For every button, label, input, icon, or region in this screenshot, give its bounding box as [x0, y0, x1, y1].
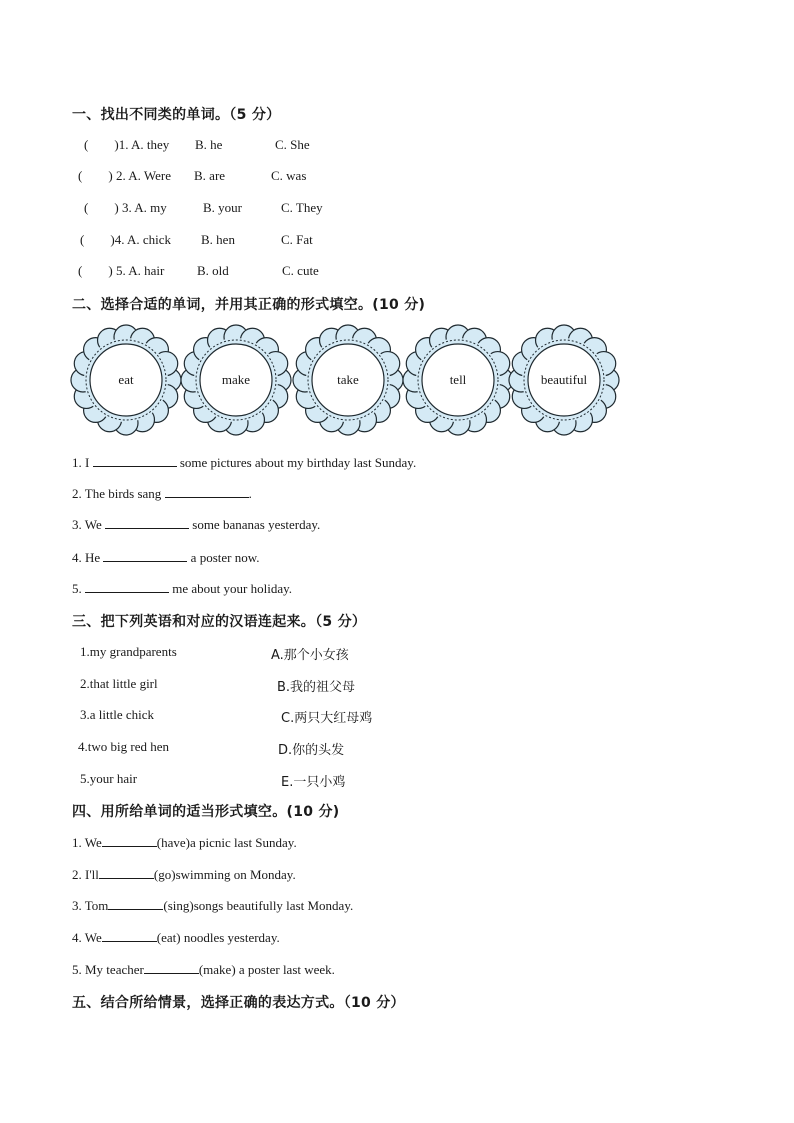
s2-question-5 [72, 580, 292, 597]
s4-question-1 [72, 834, 297, 851]
section-2-title: 二、选择合适的单词，并用其正确的形式填空。(10 分) [72, 297, 426, 313]
question-text: . [248, 486, 252, 501]
close-paren: ) [108, 168, 113, 183]
word-bank-word: make [221, 372, 251, 387]
open-paren: ( [84, 137, 89, 152]
fill-blank[interactable] [93, 454, 177, 467]
s1-question-1 [84, 137, 310, 153]
match-left-4[interactable]: 4.two big red hen [78, 739, 169, 754]
option-a: A. they [130, 137, 170, 152]
option-b: B. are [194, 168, 226, 183]
option-a: A. chick [126, 232, 172, 247]
close-paren: ) [110, 232, 115, 247]
s2-question-2 [72, 485, 252, 502]
question-number: 1. [118, 137, 129, 152]
question-text: 4. He [72, 550, 104, 565]
close-paren: ) [114, 137, 119, 152]
match-left-1[interactable]: 1.my grandparents [80, 644, 177, 659]
question-text: 2. The birds sang [72, 486, 165, 501]
fill-blank[interactable] [108, 897, 163, 910]
match-left-3[interactable]: 3.a little chick [80, 707, 155, 722]
close-paren: ) [108, 263, 113, 278]
open-paren: ( [84, 200, 89, 215]
option-c: C. They [281, 200, 323, 215]
flower-word-card [508, 324, 620, 436]
match-right-a[interactable]: A.那个小女孩 [271, 648, 349, 663]
question-text: (go)swimming on Monday. [153, 867, 296, 882]
option-b: B. he [195, 137, 223, 152]
option-b: B. your [203, 200, 242, 215]
option-c: C. She [275, 137, 310, 152]
section-5-title: 五、结合所给情景，选择正确的表达方式。（10 分） [72, 995, 405, 1011]
word-bank-word: eat [118, 372, 134, 387]
s1-question-4 [80, 232, 313, 248]
question-number: 5. [115, 263, 126, 278]
question-text: me about your holiday. [169, 581, 292, 596]
fill-blank[interactable] [144, 961, 199, 974]
word-bank-word: tell [449, 372, 467, 387]
option-c: C. Fat [281, 232, 313, 247]
fill-blank[interactable] [85, 580, 169, 593]
question-number: 2. [115, 168, 126, 183]
question-text: 3. Tom [72, 898, 109, 913]
open-paren: ( [78, 168, 83, 183]
close-paren: ) [114, 200, 119, 215]
match-right-c[interactable]: C.两只大红母鸡 [281, 711, 373, 726]
flower-word-card [180, 324, 292, 436]
question-text: 5. My teacher [72, 962, 144, 977]
question-text: (have)a picnic last Sunday. [156, 835, 297, 850]
fill-blank[interactable] [102, 834, 157, 847]
option-c: C. cute [282, 263, 319, 278]
option-b: B. old [197, 263, 229, 278]
question-text: (sing)songs beautifully last Monday. [163, 898, 354, 913]
fill-blank[interactable] [102, 929, 157, 942]
fill-blank[interactable] [99, 866, 154, 879]
question-text: 2. I'll [72, 867, 99, 882]
s4-question-5 [72, 961, 335, 978]
flower-word-card [292, 324, 404, 436]
section-1-title: 一、找出不同类的单词。（5 分） [72, 107, 281, 123]
s1-question-5 [78, 263, 319, 279]
option-a: A. Were [128, 168, 171, 183]
word-bank-word: take [337, 372, 359, 387]
option-a: A. my [134, 200, 167, 215]
question-text: (eat) noodles yesterday. [156, 930, 280, 945]
match-right-d[interactable]: D.你的头发 [278, 743, 345, 758]
question-text: a poster now. [187, 550, 260, 565]
question-text: some pictures about my birthday last Sunday. [176, 455, 417, 470]
open-paren: ( [78, 263, 83, 278]
question-text: 4. We [72, 930, 102, 945]
match-right-e[interactable]: E.一只小鸡 [281, 775, 346, 790]
s4-question-3 [72, 897, 353, 914]
question-number: 4. [114, 232, 125, 247]
question-number: 3. [121, 200, 132, 215]
word-bank [70, 324, 630, 436]
match-left-2[interactable]: 2.that little girl [80, 676, 158, 691]
s4-question-2 [72, 866, 296, 883]
question-text: (make) a poster last week. [198, 962, 335, 977]
option-a: A. hair [128, 263, 165, 278]
s2-question-3 [72, 516, 320, 533]
option-b: B. hen [201, 232, 235, 247]
flower-word-card [70, 324, 182, 436]
flower-word-card [402, 324, 514, 436]
match-left-5[interactable]: 5.your hair [80, 771, 138, 786]
fill-blank[interactable] [103, 549, 187, 562]
fill-blank[interactable] [165, 485, 249, 498]
section-4-title: 四、用所给单词的适当形式填空。(10 分) [72, 804, 340, 820]
fill-blank[interactable] [105, 516, 189, 529]
open-paren: ( [80, 232, 85, 247]
word-bank-word: beautiful [540, 372, 588, 387]
question-text: 5. [72, 581, 85, 596]
option-c: C. was [271, 168, 307, 183]
match-right-b[interactable]: B.我的祖父母 [277, 680, 356, 695]
s2-question-1 [72, 454, 416, 471]
question-text: 3. We [72, 517, 106, 532]
s2-question-4 [72, 549, 260, 566]
section-3-title: 三、把下列英语和对应的汉语连起来。（5 分） [72, 614, 367, 630]
question-text: 1. We [72, 835, 102, 850]
question-text: 1. I [72, 455, 93, 470]
question-text: some bananas yesterday. [189, 517, 321, 532]
s1-question-3 [84, 200, 323, 216]
s1-question-2 [78, 168, 307, 184]
s4-question-4 [72, 929, 280, 946]
